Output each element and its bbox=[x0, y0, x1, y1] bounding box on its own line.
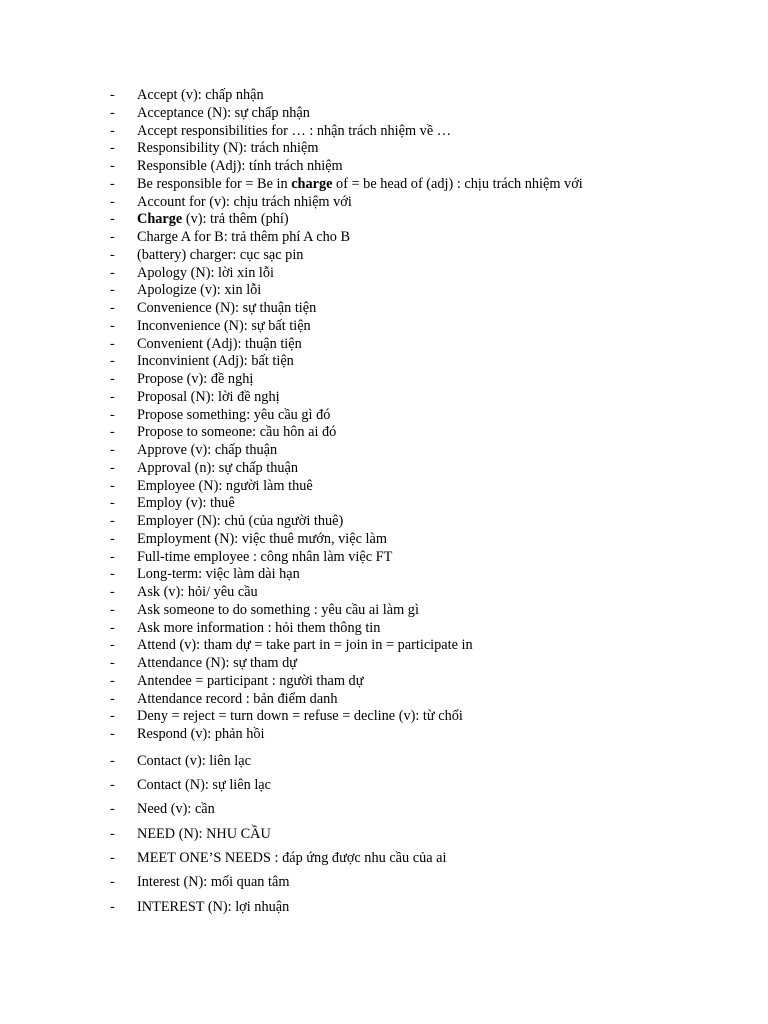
text-run: Apologize (v): xin lỗi bbox=[137, 282, 262, 299]
list-item-text bbox=[137, 726, 264, 744]
bullet-dash: - bbox=[110, 513, 115, 529]
vocabulary-list bbox=[110, 87, 750, 919]
list-item bbox=[110, 773, 750, 797]
bullet-dash: - bbox=[110, 655, 115, 671]
list-item bbox=[110, 336, 750, 354]
text-run: Employ (v): thuê bbox=[137, 495, 235, 512]
bullet-dash: - bbox=[110, 898, 115, 915]
bullet-dash: - bbox=[110, 849, 115, 866]
bullet-dash: - bbox=[110, 335, 115, 352]
bullet-dash: - bbox=[110, 777, 115, 794]
list-item-text bbox=[137, 211, 289, 229]
list-item-text bbox=[137, 895, 289, 919]
list-item-text bbox=[137, 140, 318, 158]
text-run: Long-term: việc làm dài hạn bbox=[137, 566, 300, 583]
text-run: Inconvinient (Adj): bất tiện bbox=[137, 353, 294, 370]
list-item-text bbox=[137, 407, 330, 425]
list-item bbox=[110, 691, 750, 709]
list-item-text bbox=[137, 584, 258, 602]
bullet-dash: - bbox=[110, 371, 115, 387]
text-run: of = be head of (adj) : chịu trách nhiệm với bbox=[332, 175, 583, 192]
text-run: Contact (v): liên lạc bbox=[137, 752, 251, 769]
bullet-dash: - bbox=[110, 317, 115, 334]
bullet-dash: - bbox=[110, 825, 115, 842]
text-run: Propose to someone: cầu hôn ai đó bbox=[137, 424, 337, 441]
list-item-text bbox=[137, 655, 297, 673]
bullet-dash: - bbox=[110, 442, 115, 458]
list-item bbox=[110, 424, 750, 442]
text-run: Apology (N): lời xin lỗi bbox=[137, 264, 275, 281]
text-run: Ask someone to do something : yêu cầu ai làm gì bbox=[137, 601, 419, 618]
text-run: Respond (v): phản hồi bbox=[137, 726, 265, 742]
list-item bbox=[110, 460, 750, 478]
text-run: Employment (N): việc thuê mướn, việc làm bbox=[137, 530, 387, 547]
list-item bbox=[110, 353, 750, 371]
list-item bbox=[110, 566, 750, 584]
bullet-dash: - bbox=[110, 708, 115, 725]
bullet-dash: - bbox=[110, 874, 115, 891]
text-run: Acceptance (N): sự chấp nhận bbox=[137, 104, 310, 121]
list-item bbox=[110, 211, 750, 229]
list-item bbox=[110, 637, 750, 655]
list-item-text bbox=[137, 460, 298, 478]
list-item bbox=[110, 389, 750, 407]
bullet-dash: - bbox=[110, 752, 115, 769]
list-item-text bbox=[137, 870, 289, 894]
list-item bbox=[110, 371, 750, 389]
list-item bbox=[110, 282, 750, 300]
list-item-text bbox=[137, 265, 274, 283]
text-run: Responsibility (N): trách nhiệm bbox=[137, 140, 319, 157]
bullet-dash: - bbox=[110, 584, 115, 600]
list-item-text bbox=[137, 773, 271, 797]
bullet-dash: - bbox=[110, 601, 115, 618]
list-item bbox=[110, 442, 750, 460]
bullet-dash: - bbox=[110, 424, 115, 441]
text-run: Ask more information : hỏi them thông tin bbox=[137, 619, 381, 636]
list-item-text bbox=[137, 105, 310, 123]
text-run: Approval (n): sự chấp thuận bbox=[137, 459, 299, 476]
text-run: Employee (N): người làm thuê bbox=[137, 477, 313, 494]
text-run: (v): trả thêm (phí) bbox=[182, 211, 289, 228]
list-item-text bbox=[137, 389, 280, 407]
text-run: Be responsible for = Be in bbox=[137, 175, 292, 192]
list-item-text bbox=[137, 442, 277, 460]
list-item bbox=[110, 158, 750, 176]
list-item bbox=[110, 673, 750, 691]
bullet-dash: - bbox=[110, 300, 115, 316]
list-item bbox=[110, 584, 750, 602]
text-run: Interest (N): mối quan tâm bbox=[137, 874, 290, 891]
list-item-text bbox=[137, 247, 303, 265]
bullet-dash: - bbox=[110, 158, 115, 174]
text-run: Antendee = participant : người tham dự bbox=[137, 672, 364, 689]
text-run: Convenience (N): sự thuận tiện bbox=[137, 300, 317, 316]
list-item bbox=[110, 726, 750, 744]
list-item bbox=[110, 708, 750, 726]
list-item bbox=[110, 300, 750, 318]
list-item-text bbox=[137, 194, 352, 212]
list-item-text bbox=[137, 229, 350, 247]
bold-term: Charge bbox=[137, 211, 183, 228]
list-item-text bbox=[137, 673, 363, 691]
list-item-text bbox=[137, 336, 302, 354]
text-run: Need (v): cần bbox=[137, 801, 215, 818]
bullet-dash: - bbox=[110, 637, 115, 654]
list-item bbox=[110, 549, 750, 567]
bullet-dash: - bbox=[110, 495, 115, 512]
list-item bbox=[110, 602, 750, 620]
list-item-text bbox=[137, 637, 473, 655]
list-item-text bbox=[137, 566, 300, 584]
text-run: MEET ONE’S NEEDS : đáp ứng được nhu cầu của ai bbox=[137, 849, 447, 866]
text-run: INTEREST (N): lợi nhuận bbox=[137, 898, 290, 915]
text-run: Ask (v): hỏi/ yêu cầu bbox=[137, 584, 258, 600]
list-item bbox=[110, 140, 750, 158]
list-item bbox=[110, 513, 750, 531]
list-item-text bbox=[137, 300, 316, 318]
list-item bbox=[110, 620, 750, 638]
list-item-text bbox=[137, 691, 337, 709]
text-run: Propose something: yêu cầu gì đó bbox=[137, 406, 331, 423]
bullet-dash: - bbox=[110, 530, 115, 547]
list-item-text bbox=[137, 620, 380, 638]
bullet-dash: - bbox=[110, 548, 115, 565]
text-run: Attendance record : bản điểm danh bbox=[137, 690, 338, 707]
text-run: Account for (v): chịu trách nhiệm với bbox=[137, 193, 352, 210]
list-item bbox=[110, 749, 750, 773]
list-item-text bbox=[137, 549, 392, 567]
text-run: (battery) charger: cục sạc pin bbox=[137, 246, 304, 263]
bullet-dash: - bbox=[110, 801, 115, 818]
list-item bbox=[110, 797, 750, 821]
bullet-dash: - bbox=[110, 193, 115, 210]
text-run: Inconvenience (N): sự bất tiện bbox=[137, 317, 311, 334]
bullet-dash: - bbox=[110, 388, 115, 405]
list-item bbox=[110, 407, 750, 425]
list-item-text bbox=[137, 318, 311, 336]
bullet-dash: - bbox=[110, 175, 115, 192]
bullet-dash: - bbox=[110, 690, 115, 707]
list-item bbox=[110, 478, 750, 496]
bullet-dash: - bbox=[110, 87, 115, 103]
text-run: Full-time employee : công nhân làm việc FT bbox=[137, 548, 393, 565]
text-run: Convenient (Adj): thuận tiện bbox=[137, 335, 302, 352]
bullet-dash: - bbox=[110, 211, 115, 228]
text-run: Accept responsibilities for … : nhận trách nhiệm về … bbox=[137, 122, 452, 139]
list-item-text bbox=[137, 797, 215, 821]
list-item bbox=[110, 105, 750, 123]
text-run: Employer (N): chủ (của người thuê) bbox=[137, 513, 344, 529]
bullet-dash: - bbox=[110, 282, 115, 299]
bullet-dash: - bbox=[110, 140, 115, 157]
list-item bbox=[110, 87, 750, 105]
list-item-text bbox=[137, 749, 251, 773]
text-run: NEED (N): NHU CẦU bbox=[137, 825, 271, 842]
list-item bbox=[110, 495, 750, 513]
list-item-text bbox=[137, 282, 261, 300]
list-item bbox=[110, 247, 750, 265]
list-item bbox=[110, 123, 750, 141]
list-item bbox=[110, 870, 750, 894]
list-item-text bbox=[137, 495, 235, 513]
list-item-text bbox=[137, 353, 294, 371]
list-item bbox=[110, 846, 750, 870]
text-run: Charge A for B: trả thêm phí A cho B bbox=[137, 229, 350, 245]
bullet-dash: - bbox=[110, 477, 115, 494]
bold-term: charge bbox=[291, 175, 333, 192]
list-item-text bbox=[137, 822, 271, 846]
bullet-dash: - bbox=[110, 566, 115, 583]
list-item bbox=[110, 895, 750, 919]
text-run: Propose (v): đề nghị bbox=[137, 371, 254, 387]
list-item bbox=[110, 655, 750, 673]
list-item-text bbox=[137, 158, 343, 176]
list-item bbox=[110, 822, 750, 846]
list-item-text bbox=[137, 478, 313, 496]
list-item-text bbox=[137, 531, 387, 549]
bullet-dash: - bbox=[110, 672, 115, 689]
bullet-dash: - bbox=[110, 229, 115, 245]
list-item-text bbox=[137, 513, 343, 531]
text-run: Deny = reject = turn down = refuse = decline (v): từ chối bbox=[137, 708, 463, 725]
text-run: Approve (v): chấp thuận bbox=[137, 442, 278, 458]
bullet-dash: - bbox=[110, 459, 115, 476]
list-item bbox=[110, 229, 750, 247]
bullet-dash: - bbox=[110, 406, 115, 423]
list-item-text bbox=[137, 176, 583, 194]
bullet-dash: - bbox=[110, 264, 115, 281]
list-item bbox=[110, 531, 750, 549]
text-run: Contact (N): sự liên lạc bbox=[137, 777, 271, 794]
text-run: Proposal (N): lời đề nghị bbox=[137, 388, 280, 405]
list-item-text bbox=[137, 123, 451, 141]
text-run: Accept (v): chấp nhận bbox=[137, 87, 264, 103]
list-item-text bbox=[137, 424, 336, 442]
list-item-text bbox=[137, 708, 463, 726]
list-item bbox=[110, 194, 750, 212]
text-run: Attendance (N): sự tham dự bbox=[137, 655, 298, 671]
bullet-dash: - bbox=[110, 246, 115, 263]
text-run: Responsible (Adj): tính trách nhiệm bbox=[137, 158, 343, 174]
bullet-dash: - bbox=[110, 619, 115, 636]
bullet-dash: - bbox=[110, 122, 115, 139]
bullet-dash: - bbox=[110, 104, 115, 121]
list-item-text bbox=[137, 602, 419, 620]
list-item bbox=[110, 265, 750, 283]
bullet-dash: - bbox=[110, 353, 115, 370]
list-item-text bbox=[137, 371, 253, 389]
bullet-dash: - bbox=[110, 726, 115, 742]
list-item-text bbox=[137, 846, 446, 870]
list-item bbox=[110, 318, 750, 336]
list-item-text bbox=[137, 87, 264, 105]
list-item bbox=[110, 176, 750, 194]
text-run: Attend (v): tham dự = take part in = join in = participate in bbox=[137, 637, 473, 654]
